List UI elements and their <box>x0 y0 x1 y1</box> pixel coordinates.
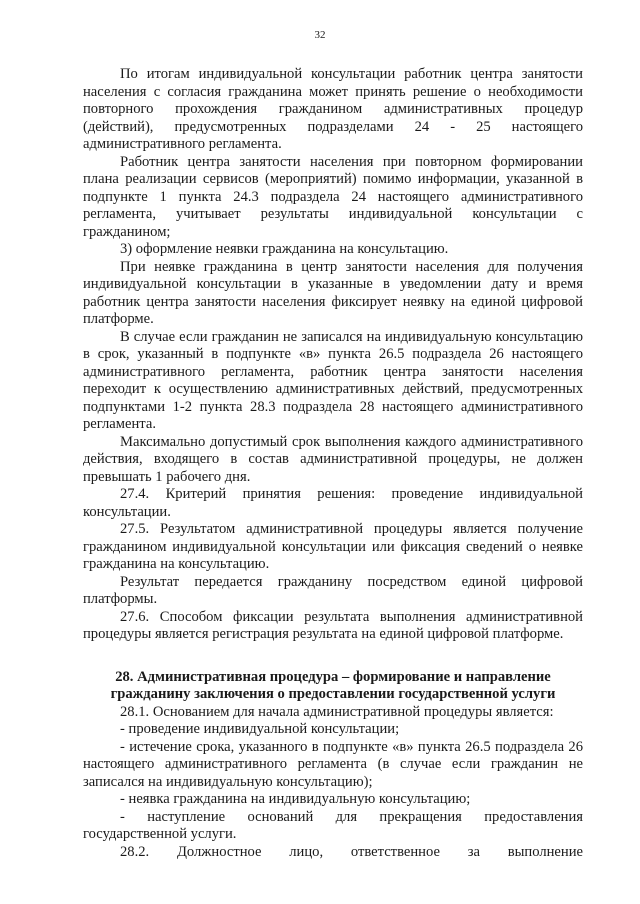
paragraph: При неявке гражданина в центр занятости населения для получения индивидуальной консультации в указанные в уведомлении дату и время работник центра занятости населения фиксирует неявку на единой цифровой платформе. <box>83 258 583 327</box>
list-item: - неявка гражданина на индивидуальную консультацию; <box>120 791 471 807</box>
paragraph: Максимально допустимый срок выполнения каждого административного действия, входящего в состав административной процедуры, не должен превышать 1 рабочего дня. <box>83 433 583 485</box>
paragraph: 27.4. Критерий принятия решения: проведение индивидуальной консультации. <box>83 486 583 520</box>
paragraph: Результат передается гражданину посредством единой цифровой платформы. <box>83 573 583 607</box>
paragraph: В случае если гражданин не записался на индивидуальную консультацию в срок, указанный в подпункте «в» пункта 26.5 подраздела 26 настоящего административного регламента, работник центра занятости населения переходит к осуществлению административных действий, предусмотренных подпунктами 1-2 пункта 28.3 подраздела 28 настоящего административного регламента. <box>83 328 583 432</box>
paragraph: 3) оформление неявки гражданина на консультацию. <box>120 241 449 257</box>
document-body <box>83 66 583 861</box>
paragraph: Работник центра занятости населения при повторном формировании плана реализации сервисов (мероприятий) помимо информации, указанной в подпункте 1 пункта 24.3 подраздела 24 настоящего административного регламента, учитывает результаты индивидуальной консультации с гражданином; <box>83 153 583 240</box>
paragraph: По итогам индивидуальной консультации работник центра занятости населения с согласия гражданина может принять решение о необходимости повторного прохождения гражданином административных процедур (действий), предусмотренных подразделами 24 - 25 настоящего административного регламента. <box>83 66 583 152</box>
paragraph: 28.1. Основанием для начала административной процедуры является: <box>120 703 554 720</box>
section-heading: 28. Административная процедура – формирование и направление гражданину заключения о предоставлении государственной услуги <box>110 668 556 702</box>
paragraph: 27.6. Способом фиксации результата выполнения административной процедуры является регистрация результата на единой цифровой платформе. <box>83 608 583 642</box>
list-item: - наступление оснований для прекращения предоставления государственной услуги. <box>83 808 583 842</box>
list-item: - истечение срока, указанного в подпункте «в» пункта 26.5 подраздела 26 настоящего административного регламента (в случае если гражданин не записался на индивидуальную консультацию); <box>83 738 583 790</box>
paragraph: 28.2. Должностное лицо, ответственное за выполнение <box>120 843 583 860</box>
paragraph: 27.5. Результатом административной процедуры является получение гражданином индивидуальной консультации или фиксация сведений о неявке гражданина на консультацию. <box>83 521 583 572</box>
list-item: - проведение индивидуальной консультации; <box>120 721 400 737</box>
page-number: 32 <box>314 29 326 41</box>
